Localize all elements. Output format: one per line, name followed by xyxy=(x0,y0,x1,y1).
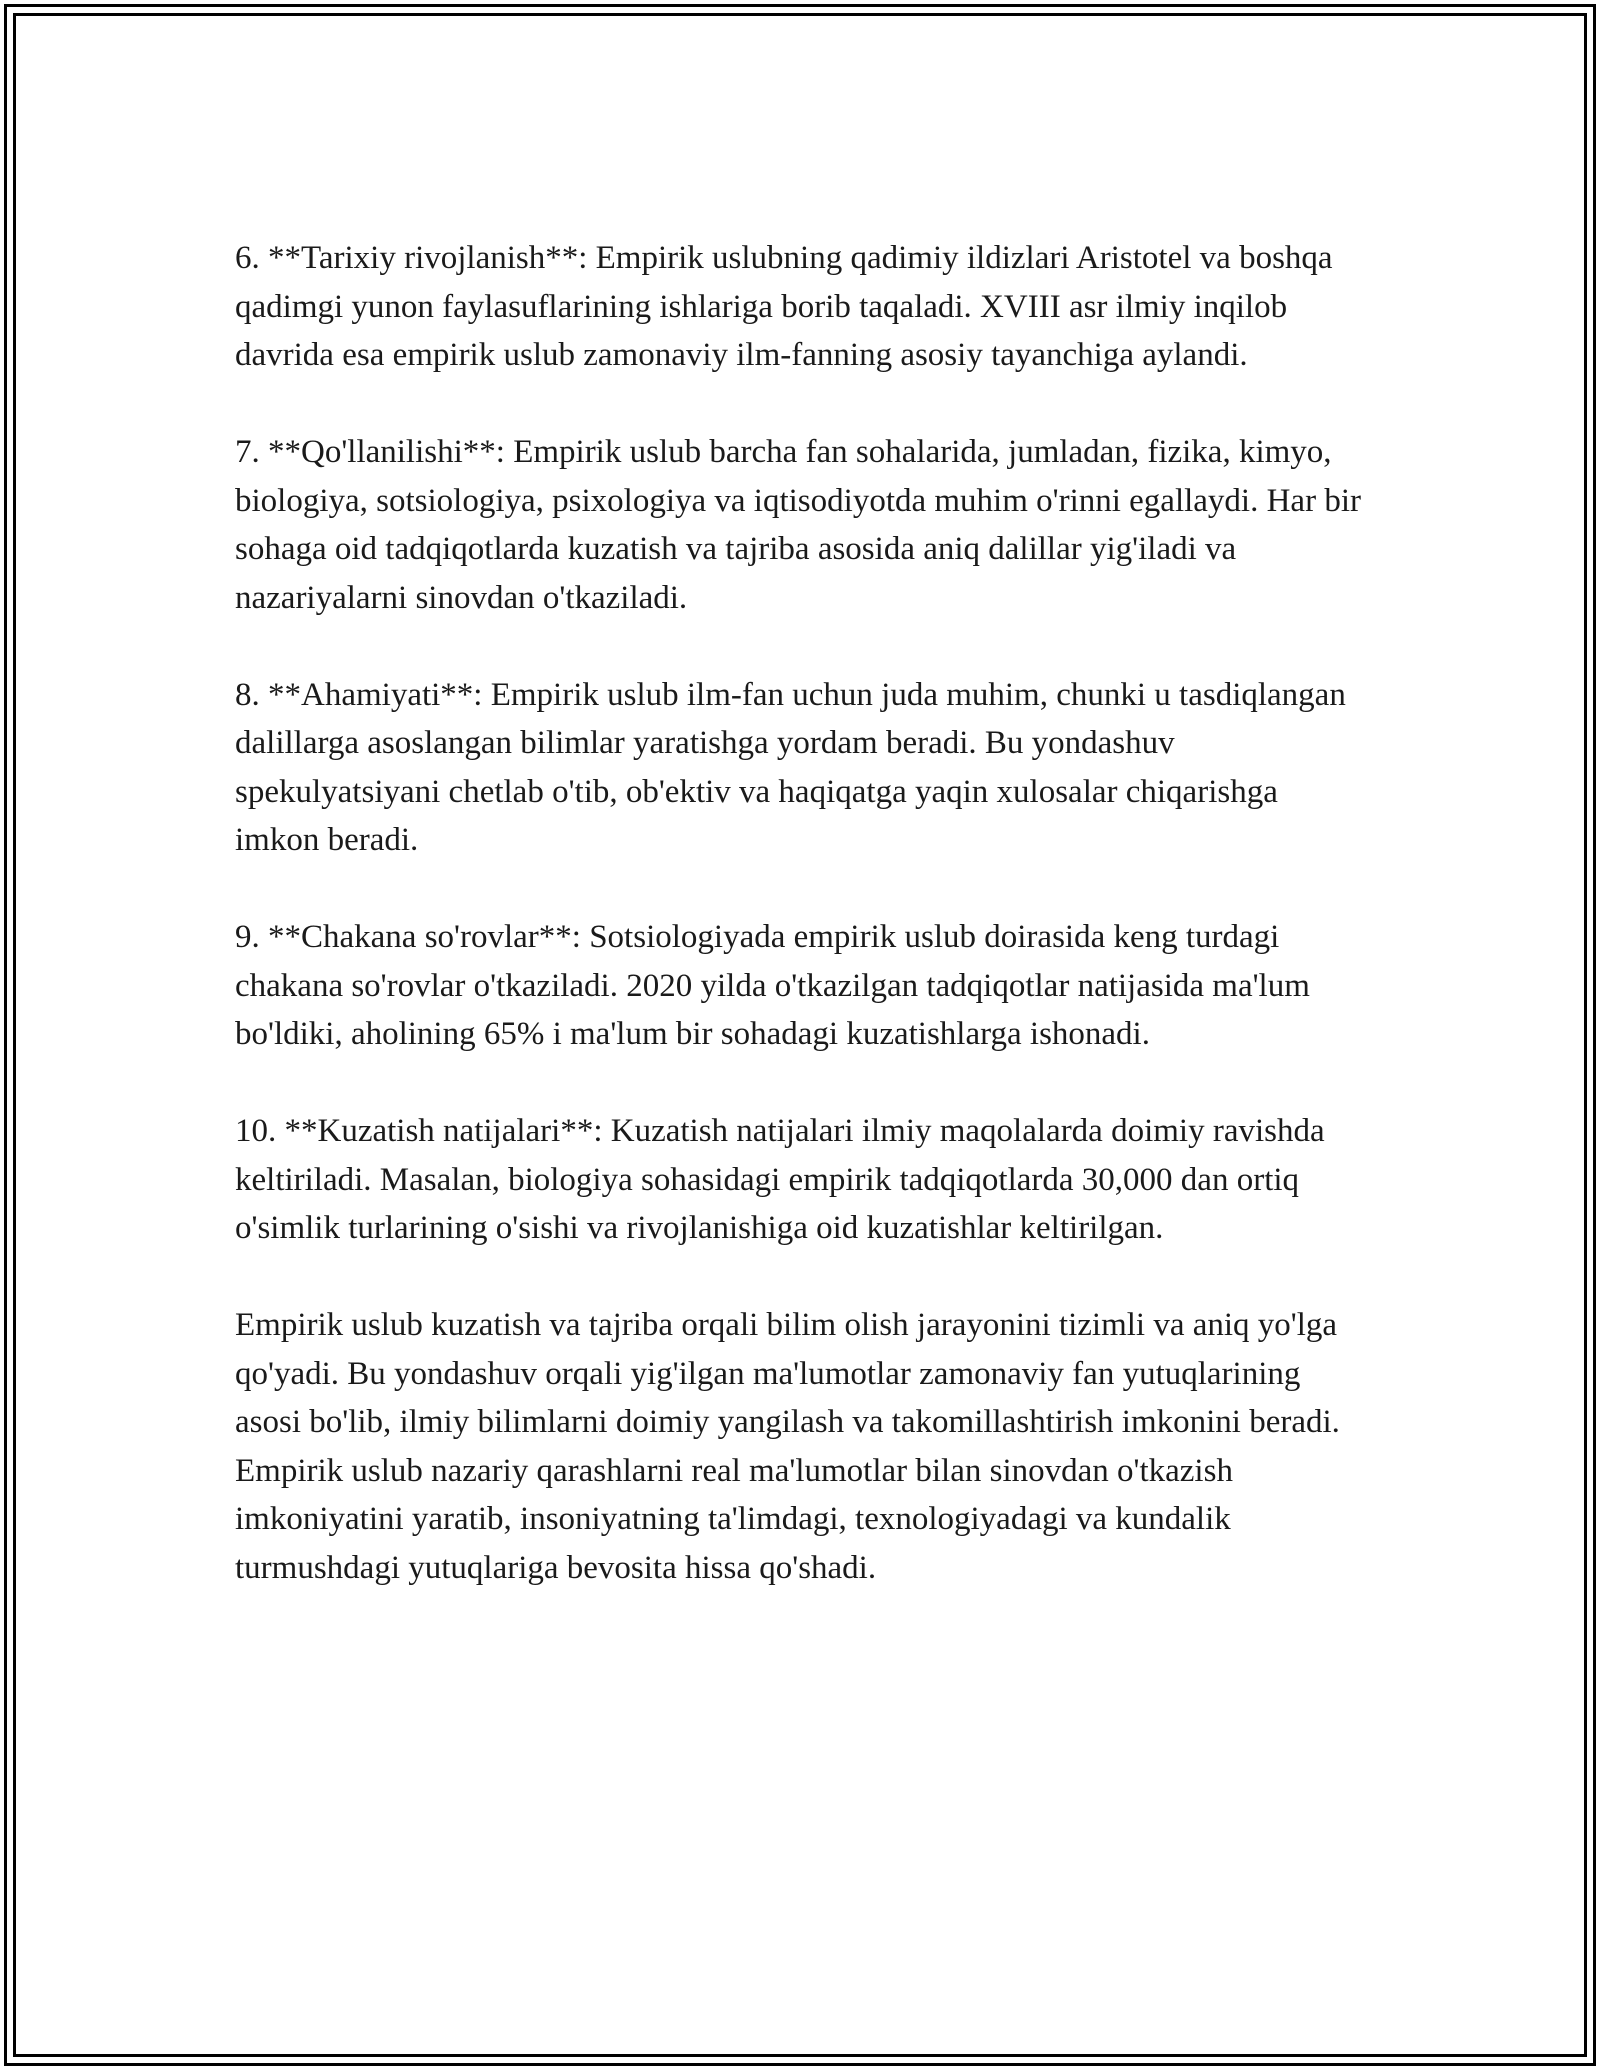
paragraph-conclusion: Empirik uslub kuzatish va tajriba orqali bilim olish jarayonini tizimli va aniq yo'lga qo'yadi. Bu yondashuv orqali yig'ilgan ma'lumotlar zamonaviy fan yutuqlarining asosi bo'lib, ilmiy bilimlarni doimiy yangilash va takomillashtirish imkonini beradi. Empirik uslub nazariy qarashlarni real ma'lumotlar bilan sinovdan o'tkazish imkoniyatini yaratib, insoniyatning ta'limdagi, texnologiyadagi va kundalik turmushdagi yutuqlariga bevosita hissa qo'shadi. xyxy=(235,1307,1340,1586)
paragraph-observation-results: 10. **Kuzatish natijalari**: Kuzatish natijalari ilmiy maqolalarda doimiy ravishda keltiriladi. Masalan, biologiya sohasidagi empirik tadqiqotlarda 30,000 dan ortiq o'simlik turlarining o'sishi va rivojlanishiga oid kuzatishlar keltirilgan. xyxy=(235,1113,1325,1246)
paragraph-application: 7. **Qo'llanilishi**: Empirik uslub barcha fan sohalarida, jumladan, fizika, kimyo, biologiya, sotsiologiya, psixologiya va iqtisodiyotda muhim o'rinni egallaydi. Har bir sohaga oid tadqiqotlarda kuzatish va tajriba asosida aniq dalillar yig'iladi va nazariyalarni sinovdan o'tkaziladi. xyxy=(235,434,1361,616)
document-body xyxy=(235,234,1370,1592)
paragraph-importance: 8. **Ahamiyati**: Empirik uslub ilm-fan uchun juda muhim, chunki u tasdiqlangan dalillarga asoslangan bilimlar yaratishga yordam beradi. Bu yondashuv spekulyatsiyani chetlab o'tib, ob'ektiv va haqiqatga yaqin xulosalar chiqarishga imkon beradi. xyxy=(235,676,1346,858)
paragraph-historical-development: 6. **Tarixiy rivojlanish**: Empirik uslubning qadimiy ildizlari Aristotel va boshqa qadimgi yunon faylasuflarining ishlariga borib taqaladi. XVIII asr ilmiy inqilob davrida esa empirik uslub zamonaviy ilm-fanning asosiy tayanchiga aylandi. xyxy=(235,240,1333,373)
paragraph-surveys: 9. **Chakana so'rovlar**: Sotsiologiyada empirik uslub doirasida keng turdagi chakana so'rovlar o'tkaziladi. 2020 yilda o'tkazilgan tadqiqotlar natijasida ma'lum bo'ldiki, aholining 65% i ma'lum bir sohadagi kuzatishlarga ishonadi. xyxy=(235,919,1310,1052)
